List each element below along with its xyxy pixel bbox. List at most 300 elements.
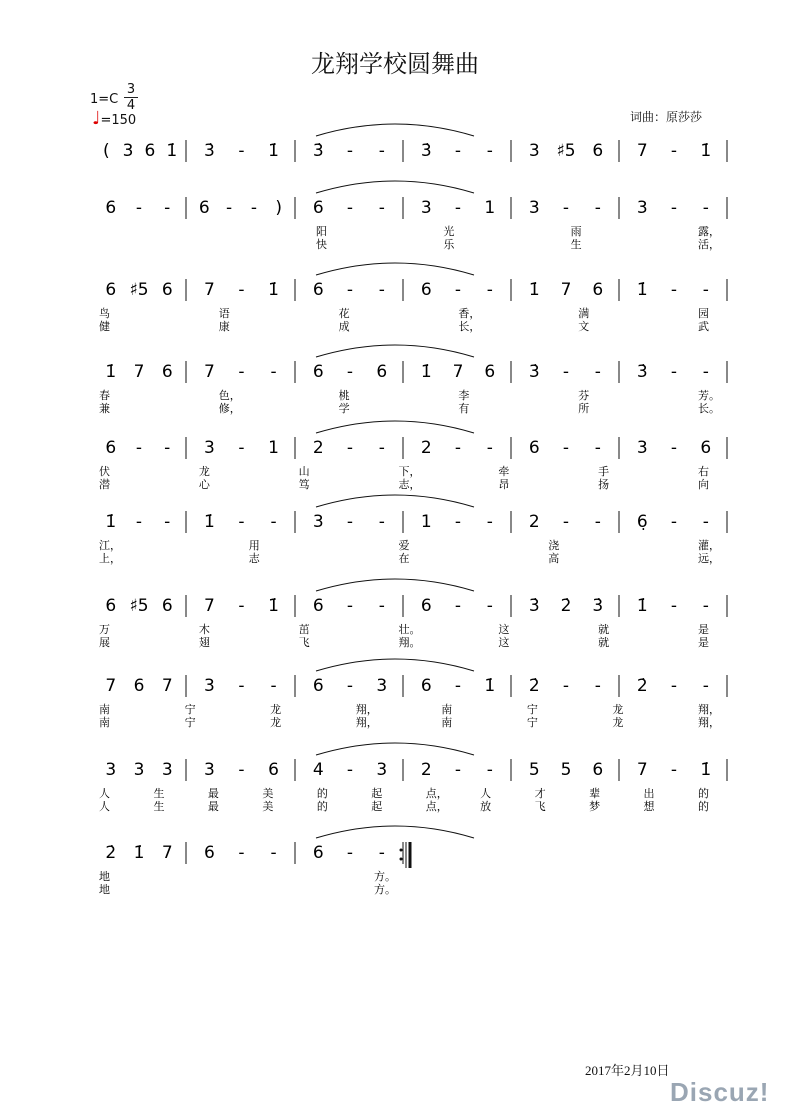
note: -: [702, 596, 709, 616]
lyric-char: 长，: [458, 320, 481, 333]
note: 6: [312, 280, 324, 300]
lyric-char: 生: [153, 800, 165, 813]
note: -: [562, 438, 570, 458]
note: 3̇: [420, 141, 432, 161]
lyric-char: 灌，: [698, 539, 720, 552]
note: 1̇: [700, 760, 712, 780]
slur: [316, 743, 474, 755]
note: 1: [268, 438, 279, 458]
lyric-char: 山: [298, 465, 310, 478]
lyric-char: 翅: [198, 636, 210, 649]
note: 6: [268, 760, 279, 780]
lyric-char: 茁: [298, 623, 310, 636]
slur: [316, 345, 474, 357]
lyric-char: 阳: [316, 225, 327, 238]
time-signature-top: 3: [126, 82, 136, 97]
note: -: [670, 760, 678, 780]
note: 6: [592, 280, 604, 300]
lyric-char: 翔，: [355, 703, 378, 716]
lyric-char: 修，: [218, 402, 241, 415]
note: 1̇: [268, 280, 279, 300]
lyric-char: 扬: [598, 478, 610, 491]
note: 3: [528, 141, 540, 161]
note: 2: [528, 512, 540, 532]
note: 6: [484, 362, 496, 382]
note: -: [670, 198, 678, 218]
lyric-char: 的: [316, 787, 328, 800]
slur: [316, 181, 474, 193]
note: -: [454, 280, 462, 300]
note: 3: [204, 676, 215, 696]
date-stamp: 2017年2月10日: [585, 1063, 670, 1078]
note: -: [454, 141, 462, 161]
lyric-char: 有: [458, 402, 470, 415]
note: -: [702, 512, 709, 532]
lyric-char: 色，: [218, 389, 241, 402]
note: 1̇: [268, 596, 279, 616]
lyric-char: 壮。: [398, 623, 421, 636]
slur: [316, 124, 474, 136]
note: -: [702, 280, 709, 300]
lyric-char: 美: [262, 787, 274, 800]
note: -: [670, 438, 678, 458]
lyric-char: 江，: [99, 539, 121, 552]
lyric-char: 康: [218, 320, 230, 333]
note: 1̇: [105, 512, 117, 532]
lyric-char: 翔，: [355, 716, 378, 729]
lyric-char: 人: [480, 787, 492, 800]
note: 3: [133, 760, 145, 780]
note: -: [238, 760, 245, 780]
note: 3̇: [528, 362, 540, 382]
lyric-char: 向: [698, 478, 709, 491]
lyric-char: 笃: [298, 478, 310, 491]
lyric-char: 学: [338, 402, 350, 415]
lyric-char: 雨: [570, 225, 582, 238]
note: -: [346, 676, 354, 696]
lyric-char: 右: [698, 465, 709, 478]
note: 6: [312, 596, 324, 616]
slur: [316, 495, 474, 507]
note: 3: [204, 438, 215, 458]
note: 7: [636, 760, 648, 780]
lyric-char: 手: [598, 465, 610, 478]
lyric-char: 芬: [578, 389, 590, 402]
note: 7: [133, 362, 145, 382]
note: -: [594, 362, 601, 382]
note: -: [594, 512, 601, 532]
note: 6: [105, 596, 117, 616]
note: 7: [161, 676, 173, 696]
lyric-char: 兼: [99, 402, 110, 415]
note: 6: [376, 362, 388, 382]
note: 3: [636, 198, 648, 218]
lyric-char: 是: [698, 636, 709, 649]
note: 2: [312, 438, 324, 458]
lyric-char: 龙: [270, 716, 282, 729]
lyric-char: 园: [698, 307, 709, 320]
note: -: [562, 512, 570, 532]
lyric-char: 起: [371, 800, 383, 813]
note: 1̇: [484, 676, 496, 696]
lyric-char: 高: [548, 552, 560, 565]
note: 3: [636, 438, 648, 458]
note: 3: [420, 198, 432, 218]
note: -: [486, 141, 493, 161]
note: 1̇: [700, 141, 712, 161]
note: -: [454, 676, 462, 696]
lyric-char: 远，: [698, 552, 720, 565]
note: -: [454, 198, 462, 218]
note: -: [238, 512, 245, 532]
lyric-char: 快: [316, 238, 327, 251]
note: 7: [204, 280, 215, 300]
note: -: [164, 198, 171, 218]
note: 7: [105, 676, 117, 696]
lyric-char: 牵: [498, 465, 510, 478]
note: -: [378, 596, 385, 616]
note: -: [270, 512, 277, 532]
lyric-char: 翔，: [698, 703, 720, 716]
note: 4: [312, 760, 324, 780]
lyric-char: 展: [99, 636, 110, 649]
lyric-char: 龙: [198, 465, 210, 478]
note: 6: [161, 280, 173, 300]
note: -: [238, 596, 245, 616]
note: 6: [312, 676, 324, 696]
note: -: [238, 280, 245, 300]
lyric-char: 上，: [99, 552, 121, 565]
note: 6: [133, 676, 145, 696]
lyric-char: 文: [578, 320, 590, 333]
lyric-char: 春: [99, 389, 110, 402]
note: -: [702, 198, 709, 218]
lyric-char: 地: [99, 870, 110, 883]
lyric-char: 所: [578, 402, 590, 415]
note: -: [486, 596, 493, 616]
lyric-char: 健: [99, 320, 110, 333]
note: 2: [420, 438, 432, 458]
lyric-char: 语: [218, 307, 230, 320]
lyric-char: 的: [698, 800, 709, 813]
watermark-logo: Discuz!: [670, 1077, 770, 1107]
note: -: [670, 280, 678, 300]
lyric-char: 梦: [589, 800, 601, 813]
note: 7: [560, 280, 572, 300]
lyric-char: 想: [643, 800, 655, 813]
note: 6: [592, 760, 604, 780]
note: -: [238, 843, 245, 863]
lyric-char: 活，: [698, 238, 720, 251]
lyric-char: 武: [698, 320, 709, 333]
note: 6: [312, 198, 324, 218]
note: 1̇: [636, 280, 648, 300]
note: 1̇: [133, 843, 145, 863]
note: 3̇: [636, 362, 648, 382]
note: 6: [592, 141, 604, 161]
lyric-char: 木: [198, 623, 210, 636]
lyric-char: 点，: [425, 800, 448, 813]
repeat-dot: [400, 858, 403, 861]
slur: [316, 659, 474, 671]
note: 3: [312, 512, 324, 532]
note: 1: [484, 198, 496, 218]
lyric-char: 乐: [443, 238, 455, 251]
note: -: [562, 362, 570, 382]
note: -: [486, 512, 493, 532]
note: -: [346, 843, 354, 863]
note: -: [670, 512, 678, 532]
note: 6: [144, 141, 156, 161]
note: -: [346, 596, 354, 616]
note: 1̇: [166, 141, 178, 161]
lyric-char: 香，: [458, 307, 481, 320]
lyric-char: 人: [99, 800, 110, 813]
note: 6: [204, 843, 215, 863]
lyric-char: 这: [498, 623, 510, 636]
note: 6: [312, 843, 324, 863]
lyric-char: 宁: [526, 703, 538, 716]
slur: [316, 579, 474, 591]
note: -: [594, 438, 601, 458]
lyric-char: 成: [338, 320, 350, 333]
note: -: [346, 512, 354, 532]
lyric-char: 人: [99, 787, 110, 800]
note: -: [454, 512, 462, 532]
lyric-char: 起: [371, 787, 383, 800]
lyric-char: 万: [99, 623, 110, 636]
slur: [316, 826, 474, 838]
note: 3: [204, 760, 215, 780]
lyric-char: 昂: [498, 478, 510, 491]
lyric-char: 才: [534, 787, 546, 800]
lyric-char: 浇: [548, 539, 560, 552]
note: 1̇: [528, 280, 540, 300]
note: -: [670, 141, 678, 161]
note: -: [670, 362, 678, 382]
note: 6: [161, 362, 173, 382]
note: -: [238, 362, 245, 382]
lyric-char: 的: [698, 787, 709, 800]
lyric-char: 爱: [398, 539, 410, 552]
note: 6: [700, 438, 712, 458]
note: -: [346, 141, 354, 161]
note: -: [346, 280, 354, 300]
note: 2̇: [528, 676, 540, 696]
lyric-char: 飞: [298, 636, 310, 649]
lyric-char: 龙: [612, 703, 624, 716]
lyric-char: 辈: [589, 787, 601, 800]
note: -: [135, 198, 143, 218]
note: 3: [122, 141, 134, 161]
note: -: [378, 280, 385, 300]
note: -: [486, 280, 493, 300]
note: -: [702, 362, 709, 382]
note: 3: [105, 760, 117, 780]
note: 6: [528, 438, 540, 458]
lyric-char: 宁: [184, 703, 196, 716]
note: -: [346, 198, 354, 218]
note: 6: [105, 280, 117, 300]
note: -: [270, 676, 277, 696]
lyric-char: 伏: [99, 465, 110, 478]
note: -: [378, 141, 385, 161]
note: 2̇: [105, 843, 117, 863]
note: -: [238, 438, 245, 458]
lyric-char: 方。: [374, 883, 396, 896]
lyric-char: 南: [99, 703, 110, 716]
lyric-char: 生: [153, 787, 165, 800]
note: -: [670, 676, 678, 696]
note: 3: [528, 198, 540, 218]
note: -: [346, 760, 354, 780]
note: 1̇: [105, 362, 117, 382]
note: -: [378, 512, 385, 532]
lyric-char: 花: [338, 307, 350, 320]
note: -: [135, 438, 143, 458]
note: 6: [198, 198, 210, 218]
note: -: [346, 438, 354, 458]
lyric-char: 南: [99, 716, 110, 729]
lyric-char: 方。: [374, 870, 396, 883]
note: 3: [376, 676, 388, 696]
note: 6: [420, 596, 432, 616]
note: -: [702, 676, 709, 696]
tempo-value: =150: [100, 113, 137, 128]
key-signature: 1=C: [90, 92, 119, 107]
lyric-char: 宁: [184, 716, 196, 729]
lyric-char: 最: [207, 800, 219, 813]
note: 7: [636, 141, 648, 161]
note: 3̇: [592, 596, 604, 616]
lyric-char: 桃: [338, 389, 350, 402]
lyric-char: 就: [598, 623, 610, 636]
lyric-char: 点，: [425, 787, 448, 800]
repeat-dot: [400, 849, 403, 852]
time-signature-bottom: 4: [124, 97, 138, 113]
lyric-char: 地: [99, 883, 110, 896]
lyric-char: 南: [441, 716, 453, 729]
lyric-char: 放: [480, 800, 492, 813]
lyric-char: 长。: [698, 402, 720, 415]
note: -: [454, 596, 462, 616]
lyric-char: 光: [443, 225, 455, 238]
note: ): [275, 198, 282, 218]
lyric-char: 这: [498, 636, 510, 649]
note: 5: [560, 760, 572, 780]
note: 6: [420, 676, 432, 696]
note: ♯5: [129, 596, 149, 616]
note: 3: [161, 760, 173, 780]
note: 1̇: [636, 596, 648, 616]
lyric-char: 龙: [612, 716, 624, 729]
lyric-char: 龙: [270, 703, 282, 716]
note: 3: [376, 760, 388, 780]
note: 7: [204, 596, 215, 616]
lyric-char: 是: [698, 623, 709, 636]
note: 6: [161, 596, 173, 616]
slur: [316, 421, 474, 433]
note: ♯5: [556, 141, 576, 161]
note: -: [378, 438, 385, 458]
note: 6: [105, 438, 117, 458]
note: 7: [452, 362, 464, 382]
note: 5: [528, 760, 540, 780]
note: -: [378, 198, 385, 218]
note: 2̇: [636, 676, 648, 696]
lyric-char: 下，: [398, 465, 421, 478]
lyric-char: 最: [207, 787, 219, 800]
note: 3̇: [204, 141, 215, 161]
note: 2̇: [560, 596, 572, 616]
note: 3̇: [528, 596, 540, 616]
note: 6: [420, 280, 432, 300]
lyric-char: 志: [248, 552, 260, 565]
note: -: [378, 843, 385, 863]
note: -: [594, 676, 601, 696]
lyric-char: 李: [458, 389, 470, 402]
lyric-char: 露，: [698, 225, 720, 238]
lyric-char: 在: [398, 552, 410, 565]
lyric-char: 美: [262, 800, 274, 813]
note: 6: [105, 198, 117, 218]
note: -: [486, 760, 493, 780]
note: -: [486, 438, 493, 458]
lyric-char: 用: [248, 539, 260, 552]
note: -: [454, 438, 462, 458]
note: 1: [420, 512, 432, 532]
note: ♯5: [129, 280, 149, 300]
note: -: [454, 760, 462, 780]
lyric-char: 生: [570, 238, 582, 251]
note: 2: [420, 760, 432, 780]
note: 7: [204, 362, 215, 382]
quarter-note-icon: ♩: [92, 108, 101, 129]
note: -: [670, 596, 678, 616]
note: -: [164, 512, 171, 532]
lyric-char: 宁: [526, 716, 538, 729]
note: 7: [161, 843, 173, 863]
note: -: [238, 676, 245, 696]
lyric-char: 满: [578, 307, 590, 320]
lyric-char: 的: [316, 800, 328, 813]
lyric-char: 芳。: [698, 389, 720, 402]
lyric-char: 志，: [398, 478, 421, 491]
lyric-char: 翔，: [698, 716, 720, 729]
note: -: [594, 198, 601, 218]
note: -: [238, 141, 245, 161]
note: -: [135, 512, 143, 532]
note: 1̇: [420, 362, 432, 382]
note: 1̇: [204, 512, 215, 532]
lyric-char: 就: [598, 636, 610, 649]
note: -: [270, 843, 277, 863]
lyric-char: 飞: [534, 800, 546, 813]
note: -: [346, 362, 354, 382]
note: 1̇: [268, 141, 279, 161]
lyric-char: 潜: [99, 478, 110, 491]
lyric-char: 鸟: [99, 307, 110, 320]
page-title: 龙翔学校圆舞曲: [311, 50, 479, 78]
note: -: [270, 362, 277, 382]
note: -: [226, 198, 233, 218]
lyric-char: 出: [643, 787, 655, 800]
note: 6: [312, 362, 324, 382]
note: -: [164, 438, 171, 458]
note: 3̇: [312, 141, 324, 161]
slur: [316, 263, 474, 275]
note: 6̣: [636, 512, 648, 532]
